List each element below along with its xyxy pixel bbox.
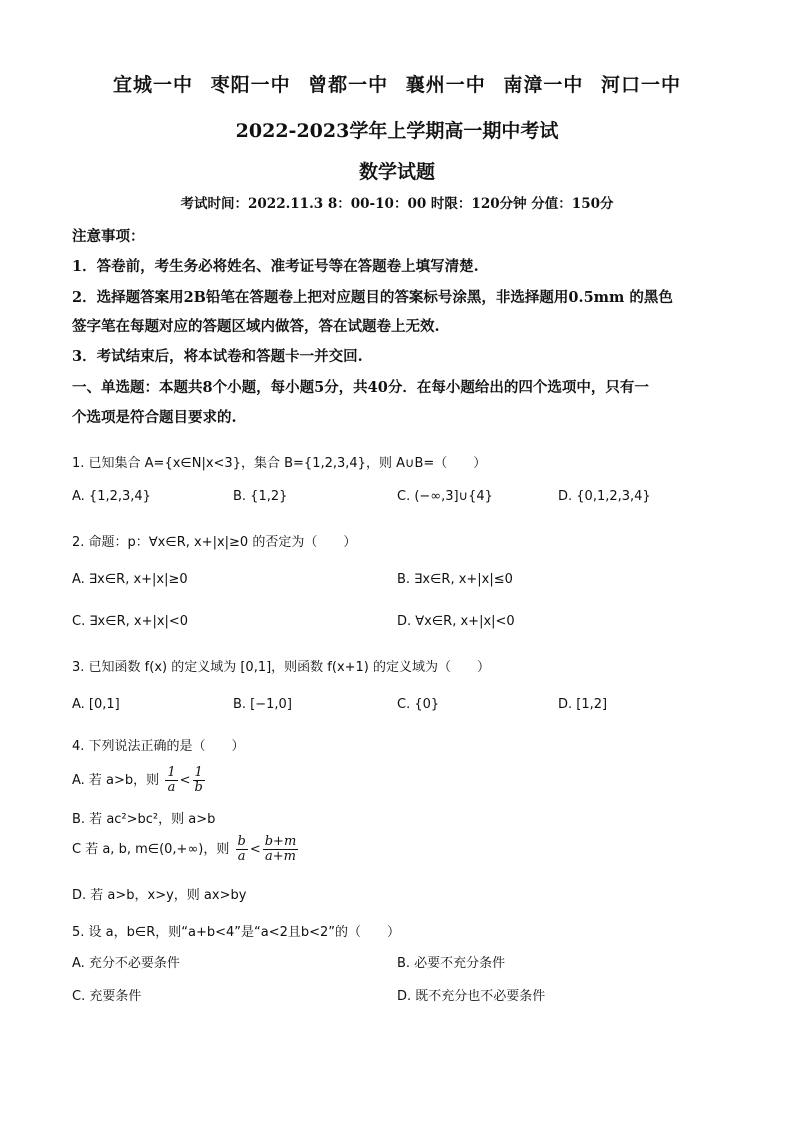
option-c[interactable]: C. {0} [397, 697, 440, 712]
question-stem: 2. 命题：p：∀x∈R, x+|x|≥0 的否定为（ ） [72, 535, 357, 550]
fraction-denominator: a [237, 849, 246, 864]
option-b[interactable]: B. 若 ac²>bc²，则 a>b [72, 812, 216, 827]
option-a[interactable] [72, 766, 207, 795]
fraction [165, 766, 177, 795]
fraction-numerator: b+m [264, 834, 297, 849]
option-b[interactable]: B. {1,2} [233, 489, 288, 504]
option-c[interactable] [72, 835, 300, 864]
fraction [236, 835, 248, 864]
option-d[interactable]: D. [1,2] [558, 697, 608, 712]
fraction-denominator: a+m [265, 849, 296, 864]
option-a-text: A. 若 a>b，则 [72, 773, 160, 788]
less-than: < [249, 842, 261, 857]
option-b[interactable]: B. ∃x∈R, x+|x|≤0 [397, 572, 513, 587]
question-stem: 3. 已知函数 f(x) 的定义域为 [0,1]，则函数 f(x+1) 的定义域为（ ） [72, 660, 491, 675]
fraction [263, 835, 299, 864]
subject-title: 数学试题 [358, 161, 435, 183]
notice-item: 3．考试结束后，将本试卷和答题卡一并交回. [72, 348, 363, 365]
option-a[interactable]: A. 充分不必要条件 [72, 956, 180, 971]
option-d[interactable]: D. {0,1,2,3,4} [558, 489, 651, 504]
option-b[interactable]: B. 必要不充分条件 [397, 956, 506, 971]
option-a[interactable]: A. {1,2,3,4} [72, 489, 151, 504]
exam-info: 考试时间：2022.11.3 8：00-10：00 时限：120分钟 分值：150分 [180, 196, 614, 212]
question-stem: 5. 设 a，b∈R，则“a+b<4”是“a<2且b<2”的（ ） [72, 925, 401, 940]
less-than: < [179, 773, 191, 788]
option-c-text: C 若 a, b, m∈(0,+∞)，则 [72, 842, 230, 857]
fraction-denominator: a [167, 780, 176, 795]
question-stem: 1. 已知集合 A={x∈N|x<3}，集合 B={1,2,3,4}，则 A∪B=（ ） [72, 456, 487, 471]
notice-item: 2．选择题答案用2B铅笔在答题卷上把对应题目的答案标号涂黑，非选择题用0.5mm 的黑色 [72, 289, 673, 306]
fraction-numerator: 1 [167, 765, 176, 780]
fraction-numerator: b [237, 834, 246, 849]
option-d[interactable]: D. 既不充分也不必要条件 [397, 989, 546, 1004]
option-b[interactable]: B. [−1,0] [233, 697, 292, 712]
notice-title: 注意事项： [72, 228, 145, 245]
fraction-denominator: b [194, 780, 203, 795]
fraction-numerator: 1 [193, 766, 205, 781]
school-list: 宜城一中 枣阳一中 曾都一中 襄州一中 南漳一中 河口一中 [112, 74, 682, 96]
notice-item: 1．答卷前，考生务必将姓名、准考证号等在答题卷上填写清楚. [72, 258, 479, 275]
section-heading: 个选项是符合题目要求的. [72, 409, 237, 426]
option-c[interactable]: C. (−∞,3]∪{4} [397, 489, 493, 504]
option-c[interactable]: C. ∃x∈R, x+|x|<0 [72, 614, 189, 629]
option-a[interactable]: A. [0,1] [72, 697, 120, 712]
option-d[interactable]: D. 若 a>b，x>y，则 ax>by [72, 888, 247, 903]
fraction [193, 766, 205, 795]
exam-title: 2022-2023学年上学期高一期中考试 [235, 120, 559, 142]
section-heading: 一、单选题：本题共8个小题，每小题5分，共40分．在每小题给出的四个选项中，只有一 [72, 379, 649, 396]
option-d[interactable]: D. ∀x∈R, x+|x|<0 [397, 614, 515, 629]
question-stem: 4. 下列说法正确的是（ ） [72, 739, 245, 754]
option-c[interactable]: C. 充要条件 [72, 989, 142, 1004]
option-a[interactable]: A. ∃x∈R, x+|x|≥0 [72, 572, 188, 587]
notice-item: 签字笔在每题对应的答题区域内做答，答在试题卷上无效. [72, 318, 440, 335]
